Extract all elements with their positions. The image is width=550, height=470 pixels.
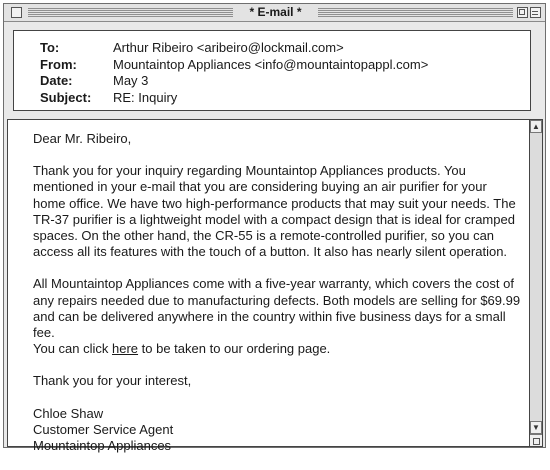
from-value: Mountaintop Appliances <info@mountaintopappl.com> xyxy=(113,57,429,72)
ordering-page-link[interactable]: here xyxy=(112,341,139,357)
title-stripes-right xyxy=(318,8,513,17)
scroll-up-arrow-icon[interactable]: ▲ xyxy=(530,120,542,133)
link-after-text: to be taken to our ordering page. xyxy=(138,341,331,357)
vertical-scrollbar[interactable] xyxy=(530,119,543,447)
email-header xyxy=(13,30,531,111)
subject-label: Subject: xyxy=(40,90,92,105)
email-window xyxy=(3,3,546,454)
scroll-down-arrow-icon[interactable]: ▼ xyxy=(530,421,542,434)
date-label: Date: xyxy=(40,73,73,88)
link-before-text: You can click xyxy=(33,341,113,357)
paragraph-2-text: All Mountaintop Appliances come with a five-year warranty, which covers the cost of any repairs needed due to manufacturing defects. Both models are selling for $69.99 and can be delivered anywhere in the country within five business days for a small fee. xyxy=(33,276,521,341)
signature-company: Mountaintop Appliances xyxy=(33,438,172,454)
signature-name: Chloe Shaw xyxy=(33,405,104,421)
signature xyxy=(33,406,521,455)
close-box-icon[interactable] xyxy=(11,7,22,18)
to-label: To: xyxy=(40,40,60,55)
signature-title: Customer Service Agent xyxy=(33,421,174,437)
closing: Thank you for your interest, xyxy=(33,373,192,389)
to-value: Arthur Ribeiro <aribeiro@lockmail.com> xyxy=(113,40,344,55)
message-body-pane[interactable] xyxy=(7,119,530,454)
title-stripes-left xyxy=(28,8,233,17)
subject-value: RE: Inquiry xyxy=(113,90,178,105)
date-value: May 3 xyxy=(113,73,149,88)
message-content xyxy=(33,131,521,470)
paragraph-2 xyxy=(33,276,521,357)
paragraph-1: Thank you for your inquiry regarding Mountaintop Appliances products. You mentioned in your e-mail that you are considering buying an air purifier for your home office. We have two high-performance products that may suit your needs. The TR-37 purifier is a lightweight model with a compact design that is ideal for cramped spaces. On the other hand, the CR-55 is a remote-controlled purifier, so you can access all its features with the touch of a button. It also has nearly silent operation. xyxy=(33,163,516,260)
collapse-box-icon[interactable] xyxy=(530,7,541,18)
window-title: * E-mail * xyxy=(233,5,318,20)
title-bar[interactable] xyxy=(4,4,545,22)
resize-handle-icon[interactable] xyxy=(530,434,542,446)
from-label: From: xyxy=(40,57,77,72)
zoom-box-icon[interactable] xyxy=(517,7,528,18)
greeting: Dear Mr. Ribeiro, xyxy=(33,131,132,146)
